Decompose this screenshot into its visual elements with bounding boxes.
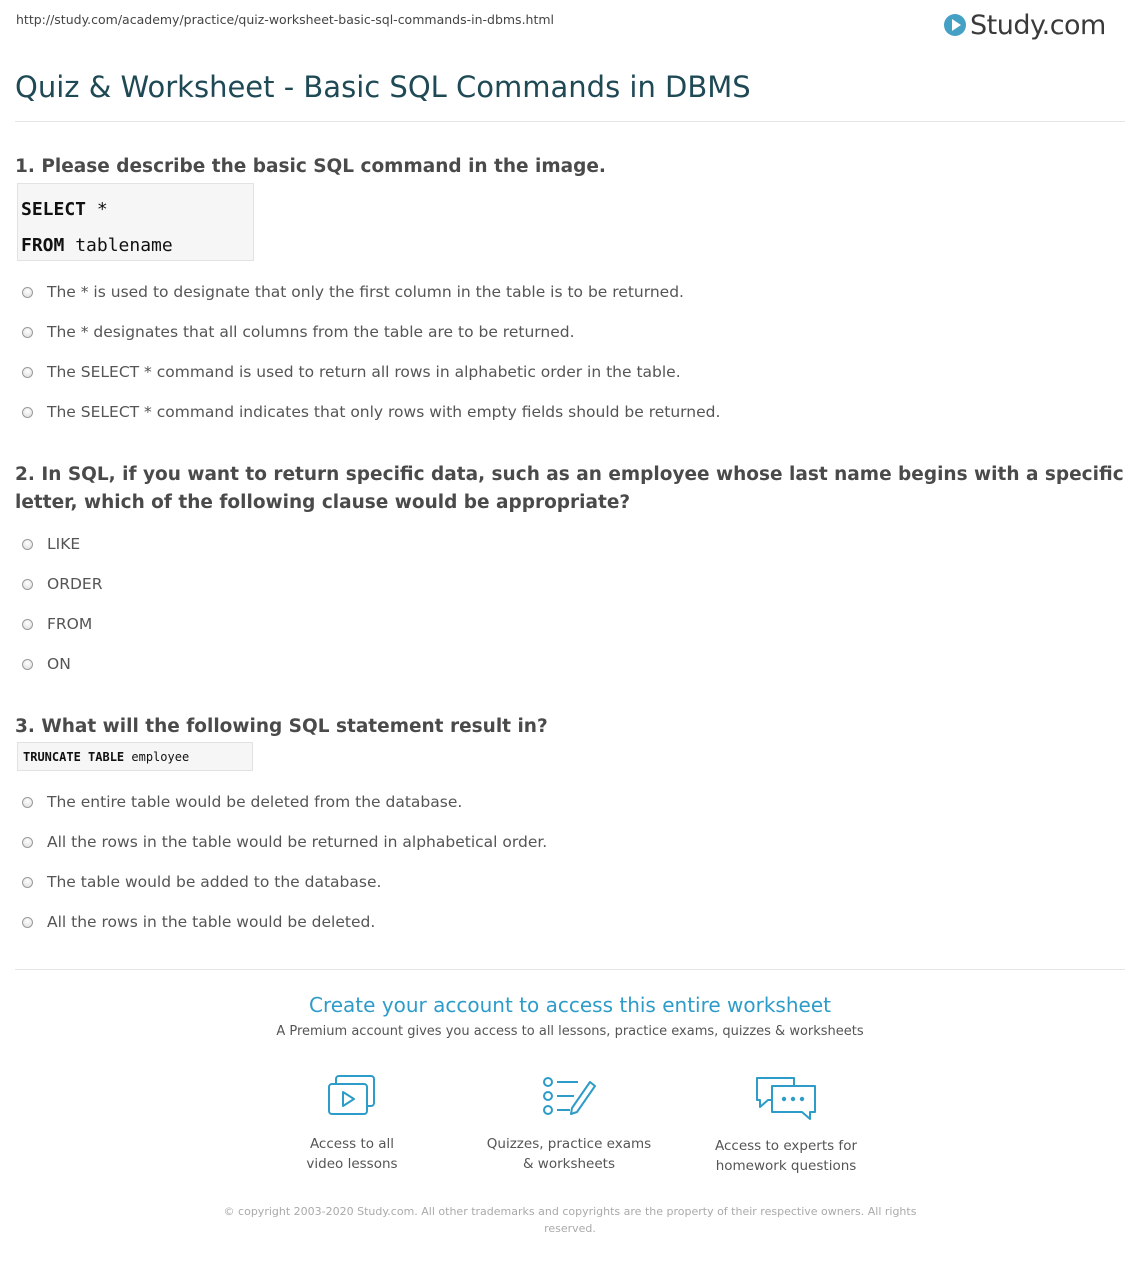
q1-option-c[interactable]: [22, 361, 681, 383]
logo-text: Study.com: [970, 9, 1106, 41]
premium-description: A Premium account gives you access to all lessons, practice exams, quizzes & worksheets: [276, 1024, 864, 1039]
option-label: The entire table would be deleted from the database.: [47, 793, 463, 811]
feature-video-lessons: [262, 1074, 442, 1174]
option-label: FROM: [47, 615, 93, 633]
feature-quizzes: [479, 1074, 659, 1174]
option-label: ORDER: [47, 575, 103, 593]
q3-option-c[interactable]: [22, 871, 381, 893]
q2-option-d[interactable]: [22, 653, 71, 675]
radio-button[interactable]: [22, 797, 33, 808]
feature-line: Quizzes, practice exams: [486, 1136, 652, 1152]
radio-button[interactable]: [22, 407, 33, 418]
section-divider: [15, 969, 1125, 970]
play-logo-icon: [944, 14, 966, 36]
option-label: The * designates that all columns from the table are to be returned.: [47, 323, 575, 341]
quiz-checklist-icon: [540, 1074, 598, 1120]
q2-option-c[interactable]: [22, 613, 92, 635]
radio-button[interactable]: [22, 877, 33, 888]
option-label: All the rows in the table would be deleted.: [47, 913, 376, 931]
question-1-text: 1. Please describe the basic SQL command in the image.: [15, 156, 606, 177]
q3-option-a[interactable]: [22, 791, 462, 813]
q3-option-d[interactable]: [22, 911, 375, 933]
code-line: SELECT *: [21, 199, 108, 220]
study-logo[interactable]: [944, 8, 1106, 42]
title-divider: [15, 121, 1125, 122]
radio-button[interactable]: [22, 539, 33, 550]
question-3-text: 3. What will the following SQL statement result in?: [15, 716, 548, 737]
feature-line: video lessons: [306, 1156, 398, 1172]
feature-line: & worksheets: [522, 1156, 615, 1172]
option-label: The table would be added to the database.: [47, 873, 382, 891]
q2-option-b[interactable]: [22, 573, 102, 595]
code-line: FROM tablename: [21, 235, 173, 256]
radio-button[interactable]: [22, 619, 33, 630]
q1-option-d[interactable]: [22, 401, 720, 423]
radio-button[interactable]: [22, 837, 33, 848]
option-label: All the rows in the table would be returned in alphabetical order.: [47, 833, 548, 851]
option-label: The * is used to designate that only the first column in the table is to be returned.: [47, 283, 684, 301]
radio-button[interactable]: [22, 659, 33, 670]
radio-button[interactable]: [22, 327, 33, 338]
radio-button[interactable]: [22, 367, 33, 378]
feature-experts: [696, 1074, 876, 1176]
feature-line: Access to experts for: [714, 1138, 857, 1154]
question-1-code: [17, 183, 254, 261]
radio-button[interactable]: [22, 917, 33, 928]
page-title: Quiz & Worksheet - Basic SQL Commands in DBMS: [15, 70, 751, 104]
question-3-code: TRUNCATE TABLE employee: [17, 742, 253, 771]
chat-bubbles-icon: [754, 1074, 818, 1122]
option-label: ON: [47, 655, 71, 673]
create-account-link[interactable]: Create your account to access this entire worksheet: [309, 993, 831, 1017]
copyright-footer: © copyright 2003-2020 Study.com. All other trademarks and copyrights are the property of their respective owners. All rights reserved.: [223, 1205, 917, 1235]
q2-option-a[interactable]: [22, 533, 80, 555]
radio-button[interactable]: [22, 579, 33, 590]
question-2-text: 2. In SQL, if you want to return specific data, such as an employee whose last name begins with a specific letter, which of the following clause would be appropriate?: [15, 464, 1124, 513]
page-url: http://study.com/academy/practice/quiz-worksheet-basic-sql-commands-in-dbms.html: [16, 12, 555, 27]
q1-option-b[interactable]: [22, 321, 575, 343]
option-label: The SELECT * command indicates that only rows with empty fields should be returned.: [47, 403, 721, 421]
option-label: The SELECT * command is used to return all rows in alphabetic order in the table.: [47, 363, 681, 381]
option-label: LIKE: [47, 535, 81, 553]
radio-button[interactable]: [22, 287, 33, 298]
feature-line: homework questions: [715, 1158, 857, 1174]
feature-line: Access to all: [309, 1136, 395, 1152]
video-lessons-icon: [326, 1074, 378, 1120]
q1-option-a[interactable]: [22, 281, 684, 303]
q3-option-b[interactable]: [22, 831, 547, 853]
